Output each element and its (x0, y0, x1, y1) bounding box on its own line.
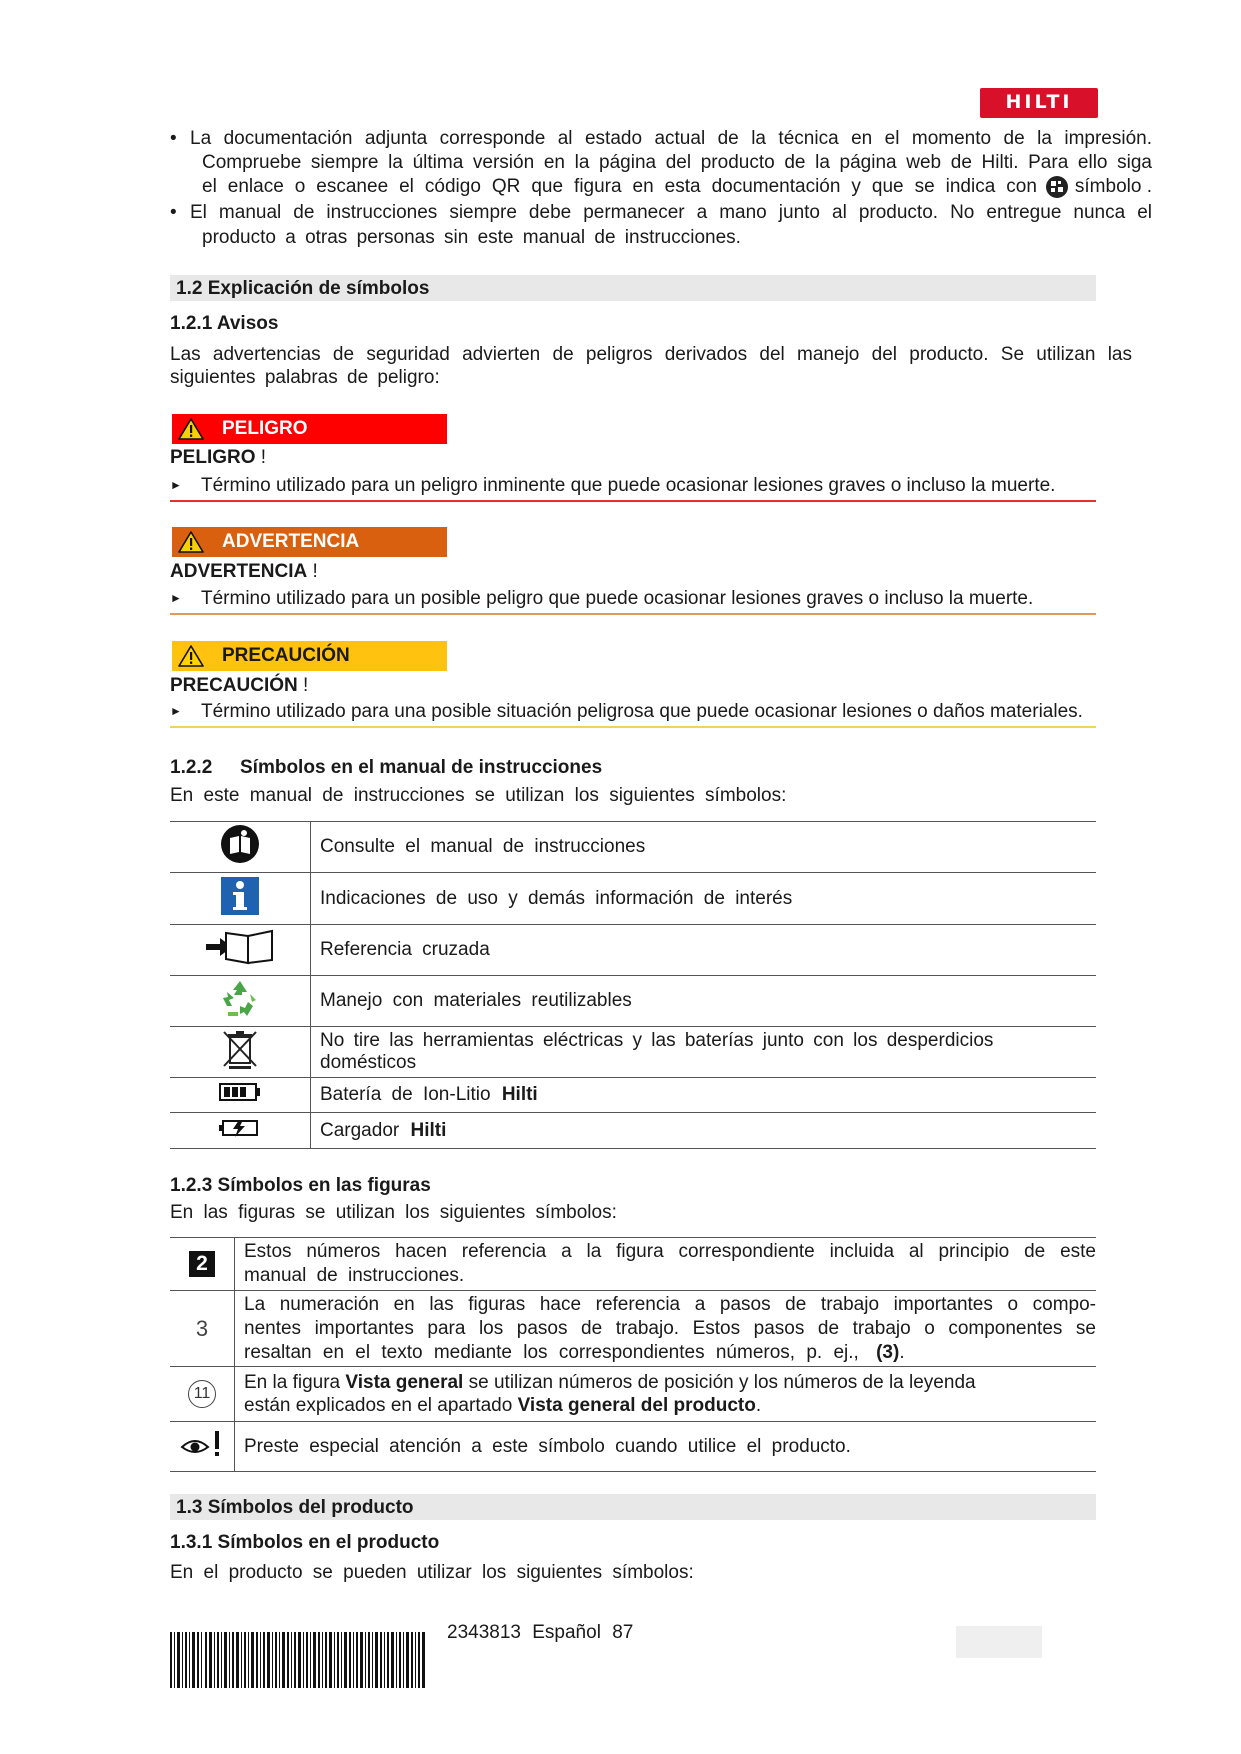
section-1-3-header (170, 1494, 1096, 1520)
precaucion-text: Término utilizado para una posible situación peligrosa que puede ocasionar lesiones o daños materiales. (201, 701, 1083, 722)
symbol-cell (170, 1422, 235, 1472)
intro-bullet-1-line-1: La documentación adjunta corresponde al estado actual de la técnica en el momento de la impresión. (190, 128, 1152, 149)
table-row (170, 1027, 1096, 1078)
section-1-2-2-title: Símbolos en el manual de instrucciones (240, 757, 603, 778)
table-row (170, 1367, 1096, 1422)
symbol-cell (170, 1367, 235, 1422)
precaucion-word (170, 675, 308, 697)
eye-attention-icon (180, 1429, 224, 1459)
precaucion-bang: ! (297, 675, 309, 696)
info-icon (220, 876, 260, 916)
advertencia-word-bold: ADVERTENCIA (170, 561, 308, 582)
table-row (170, 1422, 1096, 1472)
table-row (170, 1113, 1096, 1149)
section-1-2-1-title: 1.2.1 Avisos (170, 313, 279, 334)
intro-bullet-1-line-2: Compruebe siempre la última versión en la página del producto de la página web de Hilti. Para ello siga (202, 152, 1152, 173)
desc-line (244, 1341, 1096, 1365)
symbol-cell (170, 1238, 235, 1291)
warning-triangle-icon (178, 418, 204, 440)
peligro-label-text: PELIGRO (222, 418, 308, 439)
footer-text (447, 1622, 633, 1644)
warning-triangle-icon (178, 645, 204, 667)
peligro-bang: ! (255, 447, 267, 468)
table-row (170, 822, 1096, 873)
advertencia-line (170, 588, 1096, 612)
battery-brand: Hilti (501, 1084, 538, 1105)
battery-desc: Batería de Ion-Litio (320, 1084, 491, 1105)
table-row (170, 925, 1096, 976)
symbol-desc (235, 1291, 1097, 1367)
manual-book-icon (220, 824, 260, 864)
desc-line: Estos números hacen referencia a la figura correspondiente incluida al principio de este (244, 1241, 1096, 1262)
symbol-cell (170, 1027, 311, 1078)
recycle-icon (220, 978, 260, 1018)
desc-part: están explicados en el apartado (244, 1395, 518, 1416)
section-1-3-1-intro: En el producto se pueden utilizar los siguientes símbolos: (170, 1562, 694, 1583)
section-1-2-2-number: 1.2.2 (170, 757, 213, 778)
section-1-2-2-intro: En este manual de instrucciones se utilizan los siguientes símbolos: (170, 785, 787, 806)
battery-icon (219, 1082, 261, 1102)
symbol-cell (170, 1078, 311, 1113)
desc-bold: Vista general (345, 1372, 464, 1393)
advertencia-bang: ! (307, 561, 318, 582)
advertencia-label-text: ADVERTENCIA (222, 531, 360, 552)
figure-number-badge: 2 (189, 1251, 215, 1277)
arrow-right-icon: ► (170, 478, 182, 492)
peligro-word (170, 447, 266, 469)
peligro-signal-label (172, 414, 447, 444)
desc-bold: Vista general del producto (517, 1395, 756, 1416)
peligro-text: Término utilizado para un peligro inminente que puede ocasionar lesiones graves o incluso la muerte. (201, 475, 1056, 496)
table-row (170, 1078, 1096, 1113)
avisos-para-line-2: siguientes palabras de peligro: (170, 367, 440, 388)
precaucion-label-text: PRECAUCIÓN (222, 645, 350, 666)
peligro-rule (170, 500, 1096, 502)
peligro-word-bold: PELIGRO (170, 447, 256, 468)
position-number-circle: 11 (188, 1380, 216, 1408)
desc-line: La numeración en las figuras hace referencia a pasos de trabajo importantes o compo- (244, 1293, 1096, 1315)
advertencia-rule (170, 613, 1096, 615)
symbol-desc: Referencia cruzada (311, 925, 1097, 976)
charger-icon (219, 1118, 261, 1138)
symbol-desc (235, 1367, 1097, 1422)
symbol-cell (170, 1113, 311, 1149)
table-row (170, 976, 1096, 1027)
symbol-desc: Manejo con materiales reutilizables (311, 976, 1097, 1027)
symbol-desc: Preste especial atención a este símbolo cuando utilice el producto. (235, 1422, 1097, 1472)
precaucion-line (170, 701, 1096, 725)
footer-doc-number: 2343813 (447, 1622, 521, 1643)
symbol-desc (311, 1078, 1097, 1113)
section-1-2-header (170, 275, 1096, 301)
desc-part: se utilizan números de posición y los números de la leyenda (463, 1372, 976, 1393)
footer-language: Español (532, 1622, 601, 1643)
arrow-right-icon: ► (170, 704, 182, 718)
desc-line (244, 1371, 1096, 1394)
advertencia-signal-label (172, 527, 447, 557)
charger-brand: Hilti (410, 1119, 447, 1141)
section-1-3-title: 1.3 Símbolos del producto (176, 1497, 414, 1518)
advertencia-text: Término utilizado para un posible peligro que puede ocasionar lesiones graves o incluso la muerte. (201, 588, 1034, 609)
advertencia-word (170, 561, 318, 583)
table-row (170, 1238, 1096, 1291)
example-ref: (3) (876, 1341, 900, 1363)
peligro-line (170, 475, 1096, 499)
symbol-desc (311, 1113, 1097, 1149)
desc-line (244, 1394, 1096, 1417)
symbol-cell (170, 925, 311, 976)
manual-symbols-table (170, 821, 1096, 1149)
precaucion-rule (170, 726, 1096, 728)
logo-text: HILTI (1005, 91, 1073, 113)
hilti-logo (980, 88, 1098, 118)
intro-bullet-2-line-1: El manual de instrucciones siempre debe permanecer a mano junto al producto. No entregue nunca el (190, 202, 1152, 223)
qr-link-icon (1045, 175, 1069, 199)
section-1-2-3-title: 1.2.3 Símbolos en las figuras (170, 1175, 431, 1196)
intro-symbol-suffix: símbolo . (1074, 176, 1152, 197)
footer-grey-box (956, 1626, 1042, 1658)
section-1-2-3-intro: En las figuras se utilizan los siguientes símbolos: (170, 1202, 617, 1223)
charger-desc: Cargador (320, 1119, 400, 1141)
desc-line-text: resaltan en el texto mediante los correspondientes números, p. ej., (244, 1341, 859, 1363)
desc-line: nentes importantes para los pasos de trabajo. Estos pasos de trabajo o componentes se (244, 1317, 1096, 1339)
desc-part: . (755, 1395, 762, 1416)
section-1-3-1-title: 1.3.1 Símbolos en el producto (170, 1532, 440, 1553)
crossed-bin-icon (220, 1028, 260, 1070)
symbol-cell (170, 976, 311, 1027)
desc-line: manual de instrucciones. (244, 1265, 465, 1286)
table-row (170, 873, 1096, 925)
symbol-desc: Indicaciones de uso y demás información de interés (311, 873, 1097, 925)
cross-reference-icon (204, 927, 276, 967)
avisos-para-line-1: Las advertencias de seguridad advierten de peligros derivados del manejo del producto. Se utilizan las (170, 344, 1132, 365)
desc-part: En la figura (244, 1372, 346, 1393)
step-number: 3 (195, 1315, 209, 1341)
figure-symbols-table (170, 1237, 1096, 1472)
footer-page-number: 87 (612, 1622, 634, 1643)
symbol-cell (170, 822, 311, 873)
intro-bullet-2-line-2: producto a otras personas sin este manual de instrucciones. (202, 227, 741, 248)
intro-line-3-text: el enlace o escanee el código QR que figura en esta documentación y que se indica con (202, 176, 1037, 197)
bullet-dot: • (170, 202, 177, 223)
precaucion-word-bold: PRECAUCIÓN (170, 675, 298, 696)
symbol-desc: Consulte el manual de instrucciones (311, 822, 1097, 873)
symbol-desc: No tire las herramientas eléctricas y las baterías junto con los desperdicios domésticos (311, 1027, 1097, 1078)
arrow-right-icon: ► (170, 591, 182, 605)
barcode (170, 1632, 426, 1688)
intro-bullet-1-line-3 (202, 174, 1152, 199)
symbol-cell (170, 873, 311, 925)
symbol-cell (170, 1291, 235, 1367)
precaucion-signal-label (172, 641, 447, 671)
example-end: . (899, 1341, 905, 1363)
warning-triangle-icon (178, 531, 204, 553)
symbol-desc (235, 1238, 1097, 1291)
section-1-2-title: 1.2 Explicación de símbolos (176, 278, 430, 299)
table-row (170, 1291, 1096, 1367)
